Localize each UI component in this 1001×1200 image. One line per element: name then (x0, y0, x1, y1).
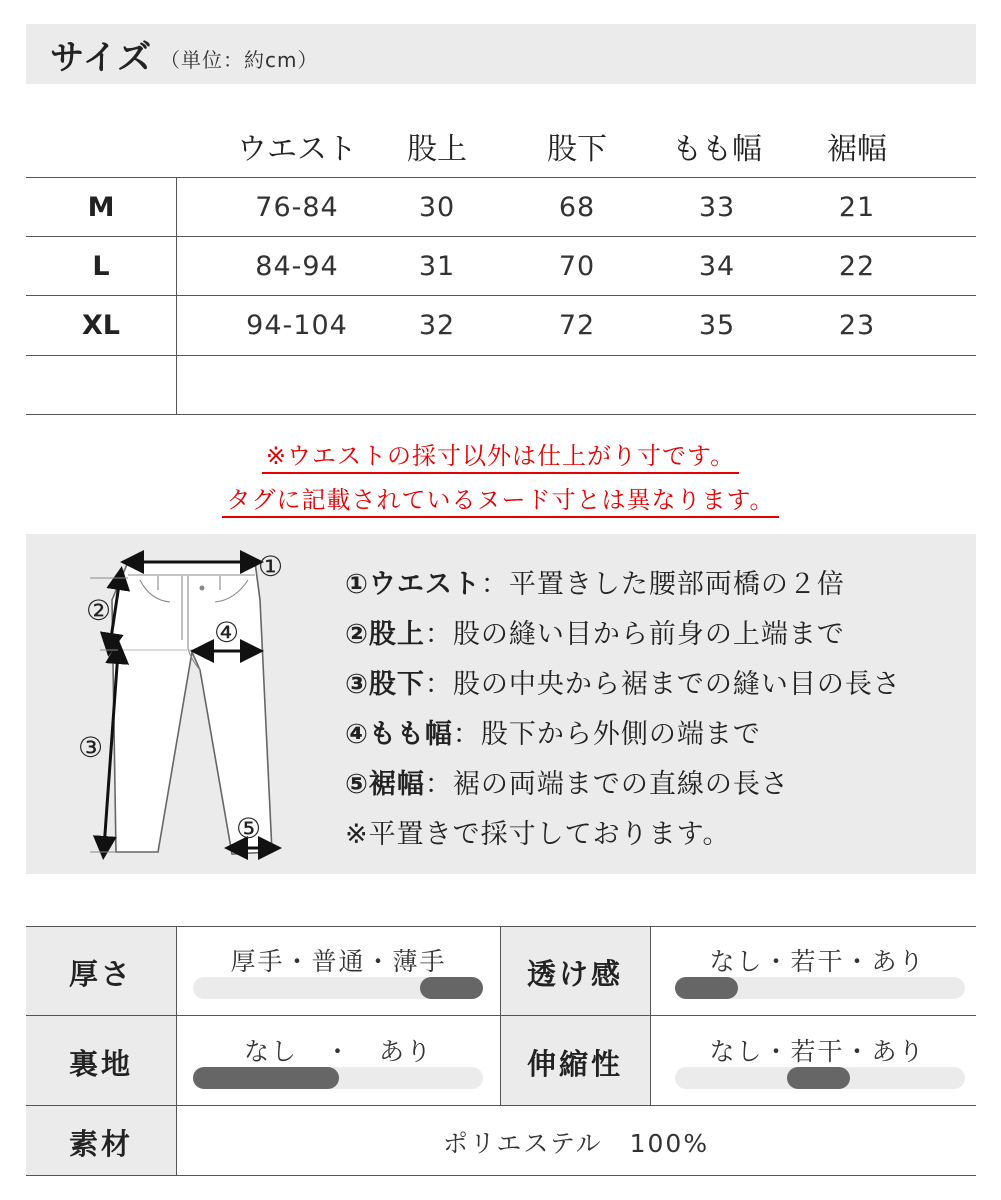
legend-desc: ：平置きした腰部両橋の２倍 (480, 569, 845, 600)
spec-divider (650, 926, 651, 1105)
column-header-hem: 裾幅 (827, 132, 887, 167)
marker-2: ② (86, 594, 112, 627)
table-cell: 33 (698, 192, 736, 223)
pants-outline (112, 562, 272, 854)
marker-5: ⑤ (236, 812, 262, 845)
table-divider (176, 178, 177, 415)
table-cell: 21 (838, 192, 876, 223)
note-text: タグに記載されているヌード寸とは異なります。 (222, 486, 778, 518)
table-cell: 70 (558, 251, 596, 282)
table-line (26, 355, 976, 356)
size-label-xl: XL (81, 310, 121, 341)
table-line (26, 295, 976, 296)
table-cell: 72 (558, 310, 596, 341)
table-cell: 31 (418, 251, 456, 282)
note-text: ※ウエストの採寸以外は仕上がり寸です。 (262, 442, 739, 474)
table-cell: 23 (838, 310, 876, 341)
legend-waist (345, 562, 845, 601)
material-value: ポリエステル 100% (442, 1129, 710, 1158)
legend-thigh (345, 712, 761, 751)
marker-4: ④ (214, 616, 240, 649)
thickness-options: 厚手・普通・薄手 (230, 947, 447, 976)
column-header-thigh: もも幅 (672, 132, 762, 167)
marker-3: ③ (78, 731, 104, 764)
legend-term: ウエスト (368, 569, 481, 600)
table-cell: 32 (418, 310, 456, 341)
table-cell: 30 (418, 192, 456, 223)
table-cell: 94-104 (246, 310, 348, 341)
table-line (26, 177, 976, 178)
stretch-options: なし・若干・あり (709, 1037, 926, 1066)
material-label: 素材 (68, 1127, 133, 1161)
column-header-inseam: 股下 (547, 132, 607, 167)
note-line-1 (0, 436, 1001, 471)
table-cell: 35 (698, 310, 736, 341)
legend-desc: ：裾の両端までの直線の長さ (424, 769, 789, 800)
table-cell: 22 (838, 251, 876, 282)
pants-diagram (60, 540, 300, 870)
column-header-rise: 股上 (407, 132, 467, 167)
spec-line (26, 926, 976, 927)
sheer-label: 透け感 (526, 957, 623, 991)
legend-num: ⑤ (345, 769, 369, 800)
table-cell: 68 (558, 192, 596, 223)
legend-term: 股下 (368, 669, 425, 700)
legend-rise (345, 612, 845, 651)
legend-num: ③ (345, 669, 369, 700)
spec-line (26, 1175, 976, 1176)
legend-desc: ：股下から外側の端まで (452, 719, 761, 750)
sheer-scale-indicator (675, 977, 738, 999)
table-cell: 76-84 (255, 192, 339, 223)
lining-options: なし ・ あり (243, 1037, 433, 1066)
sheer-options: なし・若干・あり (709, 947, 926, 976)
unit-label: （単位：約cm） (160, 48, 319, 72)
marker-1: ① (258, 550, 284, 583)
lining-label: 裏地 (68, 1047, 133, 1081)
legend-num: ① (345, 569, 369, 600)
legend-num: ② (345, 619, 369, 650)
size-label-l: L (92, 251, 110, 282)
legend-term: 裾幅 (368, 769, 425, 800)
table-line (26, 414, 976, 415)
stretch-label: 伸縮性 (526, 1047, 623, 1081)
legend-footnote: ※平置きで採寸しております。 (345, 819, 731, 850)
size-label-m: M (87, 192, 115, 223)
lining-scale-indicator (193, 1067, 339, 1089)
legend-term: 股上 (368, 619, 425, 650)
spec-line (26, 1105, 976, 1106)
legend-desc: ：股の中央から裾までの縫い目の長さ (424, 669, 901, 700)
legend-num: ④ (345, 719, 369, 750)
page-title: サイズ (50, 38, 153, 78)
note-line-2 (0, 480, 1001, 515)
thickness-label: 厚さ (68, 957, 133, 991)
thickness-scale-indicator (420, 977, 483, 999)
legend-hem (345, 762, 789, 801)
table-cell: 34 (698, 251, 736, 282)
spec-line (26, 1015, 976, 1016)
table-cell: 84-94 (255, 251, 339, 282)
column-header-waist: ウエスト (237, 132, 357, 167)
legend-inseam (345, 662, 901, 701)
stretch-scale-indicator (787, 1067, 850, 1089)
legend-term: もも幅 (368, 719, 453, 750)
legend-desc: ：股の縫い目から前身の上端まで (424, 619, 845, 650)
table-line (26, 236, 976, 237)
